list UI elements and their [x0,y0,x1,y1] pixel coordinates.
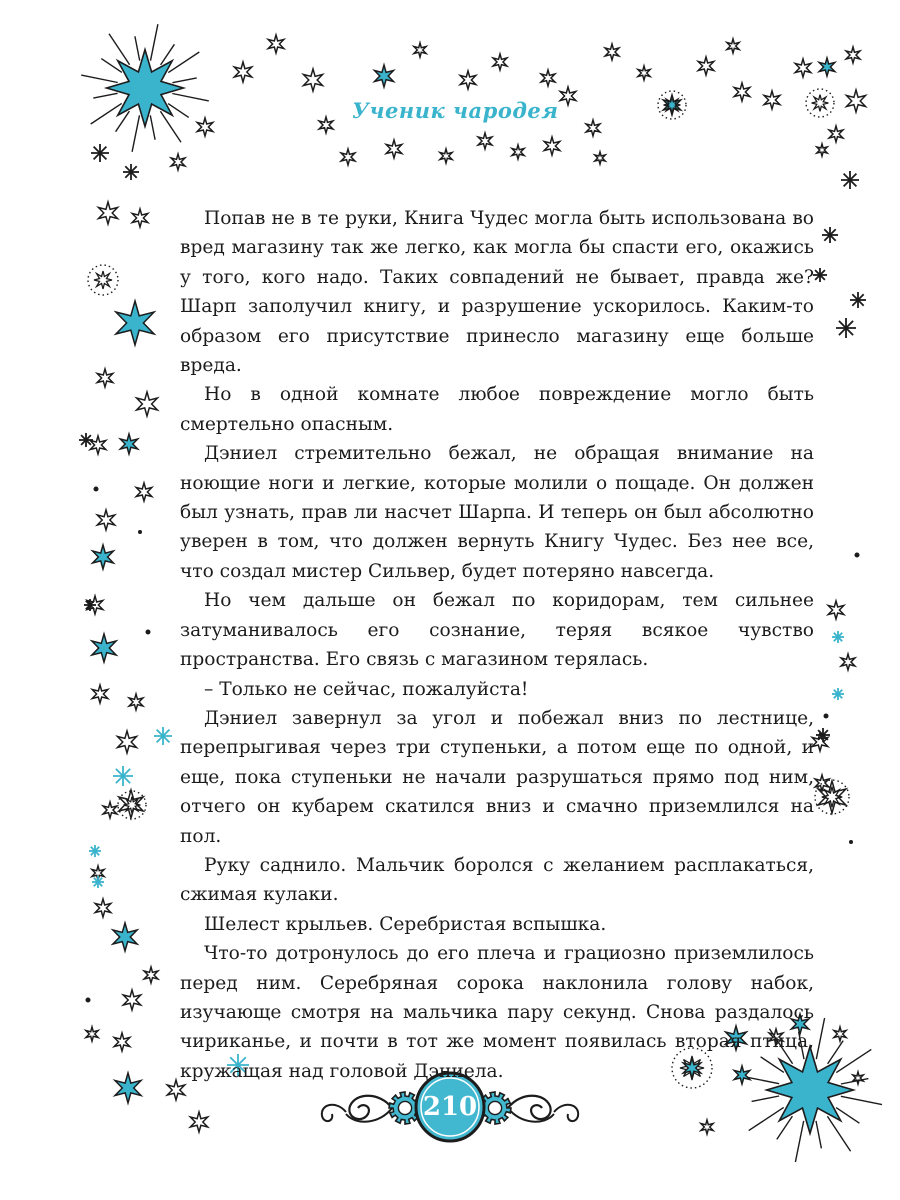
paragraph: Что-то дотронулось до его плеча и грациозно приземлилось перед ним. Серебряная сорока наклонила голову набок, изучающе смотря на мальчика пару секунд. Снова раздалось чириканье, и почти в тот же момент появилась вторая птица, кружащая над головой Дэниела. [180,943,814,1082]
page-number: 210 [422,1092,478,1122]
sparkle-star-icon [132,209,148,227]
snowflake-icon [832,688,844,700]
snowflake-icon [154,727,172,745]
sparkle-star-icon [414,43,426,57]
dot-icon [855,553,860,558]
sparkle-star-icon [129,694,143,710]
sparkle-star-icon [197,118,213,136]
sparkle-star-icon [846,47,860,63]
sparkle-star-icon [118,731,137,753]
paragraph: Руку саднило. Мальчик боролся с желанием расплакаться, сжимая кулаки. [180,854,814,906]
paragraph: Но чем дальше он бежал по коридорам, тем сильнее затуманивалось его сознание, теряя всякое чувство пространства. Его связь с магазином терялась. [180,590,814,671]
dot-icon [849,840,853,844]
sparkle-star-icon [114,1033,130,1051]
sparkle-star-icon [304,69,323,91]
sparkle-star-icon [86,1027,98,1041]
sparkle-star-icon [829,126,843,142]
snowflake-icon [832,631,844,643]
sparkle-star-icon [171,154,185,170]
sparkle-star-icon [847,90,866,112]
body-text [180,204,814,1086]
snowflake-icon [92,876,104,888]
swirl-icon [554,1105,578,1121]
sparkle-star-icon [93,545,114,569]
sunburst-star-icon [81,24,209,152]
sparkle-star-icon [95,899,111,917]
sparkle-star-icon [853,1072,863,1084]
sparkle-star-icon [97,369,113,387]
sparkle-star-icon [478,133,492,149]
snowflake-icon [91,144,109,162]
sparkle-star-icon [698,57,714,75]
snowflake-icon [816,728,830,742]
snowflake-icon [84,599,96,611]
snowflake-icon [89,845,101,857]
sparkle-star-icon [764,91,780,109]
snowflake-icon [123,164,139,180]
sparkle-star-icon [99,202,118,224]
snowflake-icon [850,292,866,308]
sparkle-star-icon [190,1112,207,1132]
dot-icon [86,998,91,1003]
dot-icon [146,630,151,635]
sparkle-star-icon [119,790,143,818]
sparkle-star-icon [586,120,600,136]
sparkle-star-icon [638,66,650,80]
sparkle-star-icon [828,601,844,619]
snowflake-icon [813,268,827,282]
paragraph: Дэниел завернул за угол и побежал вниз по лестнице, перепрыгивая через три ступеньки, а потом еще по одной, и еще, пока ступеньки не начали разрушаться прямо под ним, отчего он кубарем скатился вниз и смачно приземлился на пол. [180,707,814,847]
sparkle-star-icon [512,145,524,159]
sparkle-star-icon [92,634,116,662]
sparkle-star-icon [319,117,333,133]
sparkle-star-icon [734,83,750,101]
sparkle-star-icon [460,71,476,89]
sparkle-star-icon [123,990,140,1010]
dotted-ring-star-icon [806,89,834,117]
sparkle-star-icon [727,39,739,53]
sparkle-star-icon [541,70,555,86]
sparkle-star-icon [268,35,284,53]
dotted-ring-star-icon [88,265,118,295]
sparkle-star-icon [817,144,827,156]
swirl-icon [322,1105,346,1121]
sparkle-star-icon [819,58,835,76]
sparkle-star-icon [92,685,108,703]
sparkle-star-icon [595,152,605,164]
paragraph: Дэниел стремительно бежал, не обращая внимание на ноющие ноги и легкие, которые молили о пощаде. Он должен был узнать, прав ли насчет Шарпа. И теперь он был абсолютно уверен в том, что должен вернуть Книгу Чудес. Без нее все, что создал мистер Сильвер, будет потеряно навсегда. [180,443,814,582]
paragraph: Шелест крыльев. Серебристая вспышка. [204,913,607,935]
sparkle-star-icon [113,923,137,951]
snowflake-icon [822,227,838,243]
sparkle-star-icon [137,392,158,416]
sparkle-star-icon [375,65,394,87]
sparkle-star-icon [544,137,560,155]
sparkle-star-icon [136,483,152,501]
dialogue-line: – Только не сейчас, пожалуйста! [204,678,529,700]
sparkle-star-icon [701,1120,713,1134]
snowflake-icon [836,318,856,338]
snowflake-icon [841,171,859,189]
paragraph: Попав не в те руки, Книга Чудес могла быть использована во вред магазину так же легко, как могла бы спасти его, окажись у того, кого надо. Таких совпадений не бывает, правда же? Шарп заполучил книгу, и разрушение ускорилось. Каким-то образом его присутствие принесло магазину еще больше вреда. [180,208,814,377]
sparkle-star-icon [144,967,158,983]
sparkle-star-icon [834,1027,846,1041]
dot-icon [824,714,829,719]
paragraph: Но в одной комнате любое повреждение могло быть смертельно опасным. [180,384,814,435]
dot-icon [138,530,142,534]
sparkle-star-icon [841,654,855,670]
sparkle-star-icon [97,510,114,530]
sparkle-star-icon [116,301,154,345]
sparkle-star-icon [115,1073,141,1103]
snowflake-icon [79,433,93,447]
running-title: Ученик чародея [352,98,559,123]
snowflake-icon [113,766,133,786]
sparkle-star-icon [493,54,507,70]
sparkle-star-icon [795,59,811,77]
sparkle-star-icon [90,436,106,454]
sparkle-star-icon [103,802,117,818]
sparkle-star-icon [341,149,355,165]
sparkle-star-icon [234,62,251,82]
sparkle-star-icon [120,434,137,454]
sparkle-star-icon [605,44,619,60]
sparkle-star-icon [440,149,452,163]
dot-icon [94,487,99,492]
sparkle-star-icon [386,140,402,158]
